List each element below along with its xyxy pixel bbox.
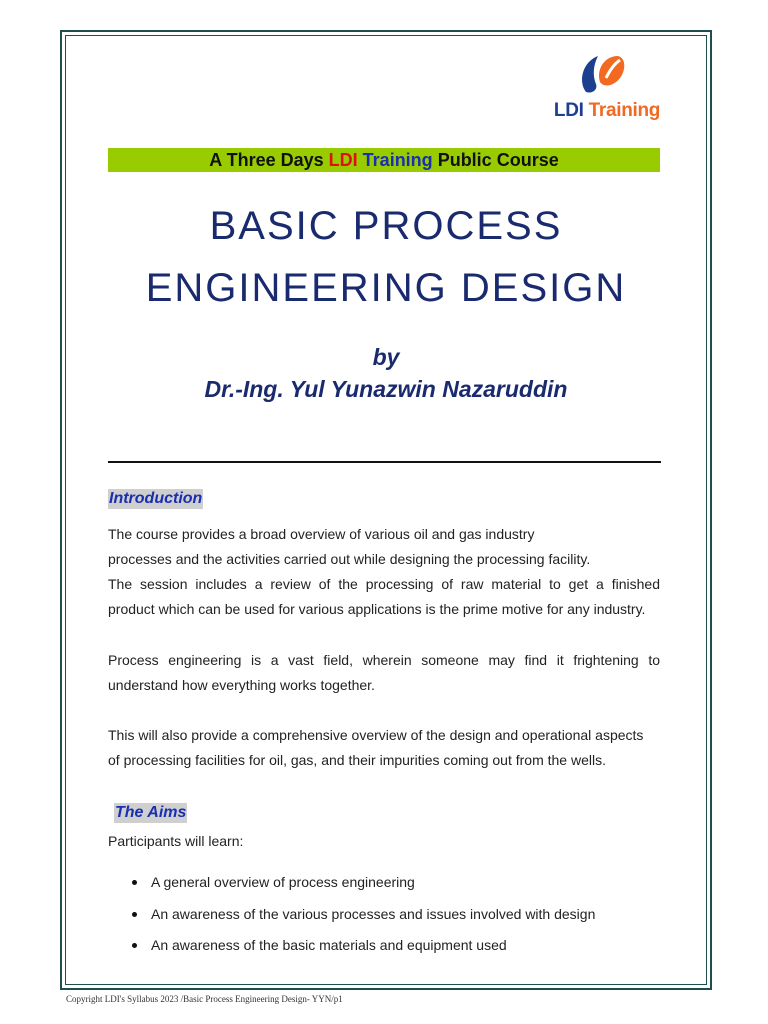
list-item — [108, 935, 660, 967]
paragraph-line: Process engineering is a vast field, wherein someone may find it frightening to — [108, 652, 660, 668]
paragraph-line: of processing facilities for oil, gas, and their impurities coming out from the wells. — [108, 752, 606, 768]
banner-ldi: LDI — [328, 150, 358, 170]
author-name: Dr.-Ing. Yul Yunazwin Nazaruddin — [204, 376, 568, 402]
bullet-icon — [132, 912, 137, 917]
bullet-icon — [132, 943, 137, 948]
logo-wordmark-training: Training — [588, 100, 661, 121]
logo-wordmark-ldi: LDI — [553, 100, 584, 121]
introduction-heading: Introduction — [109, 490, 203, 507]
course-type-banner — [108, 148, 660, 172]
list-item — [108, 872, 660, 904]
paragraph-line: product which can be used for various applications is the prime motive for any industry. — [108, 601, 646, 617]
banner-training: Training — [362, 150, 433, 170]
aims-heading: The Aims — [115, 804, 187, 821]
horizontal-divider — [108, 461, 661, 463]
ldi-logo-mark-icon — [576, 52, 628, 96]
aims-list — [108, 872, 660, 967]
paragraph-line: This will also provide a comprehensive overview of the design and operational aspects — [108, 727, 644, 743]
introduction-paragraph-1 — [108, 522, 660, 622]
paragraph-line: The course provides a broad overview of various oil and gas industry — [108, 526, 535, 542]
banner-text-prefix: A Three Days — [209, 150, 329, 170]
ldi-training-logo — [552, 52, 662, 124]
introduction-paragraph-3 — [108, 723, 660, 773]
list-item-text: An awareness of the various processes and issues involved with design — [151, 905, 596, 922]
banner-text-suffix: Public Course — [432, 150, 559, 170]
page-footer: Copyright LDI's Syllabus 2023 /Basic Process Engineering Design- YYN/p1 — [66, 994, 343, 1004]
list-item — [108, 904, 660, 936]
aims-lead-text: Participants will learn: — [108, 833, 244, 849]
paragraph-line: The session includes a review of the processing of raw material to get a finished — [108, 576, 660, 592]
course-title-line2: ENGINEERING DESIGN — [145, 266, 627, 310]
paragraph-line: processes and the activities carried out while designing the processing facility. — [108, 551, 591, 567]
bullet-icon — [132, 880, 137, 885]
logo-wordmark — [552, 100, 662, 122]
course-title-line1: BASIC PROCESS — [209, 204, 563, 248]
paragraph-line: understand how everything works together. — [108, 677, 375, 693]
introduction-paragraph-2 — [108, 648, 660, 698]
list-item-text: An awareness of the basic materials and equipment used — [151, 937, 507, 953]
byline-by: by — [372, 344, 400, 370]
aims-lead — [108, 829, 660, 854]
list-item-text: A general overview of process engineering — [151, 874, 415, 890]
